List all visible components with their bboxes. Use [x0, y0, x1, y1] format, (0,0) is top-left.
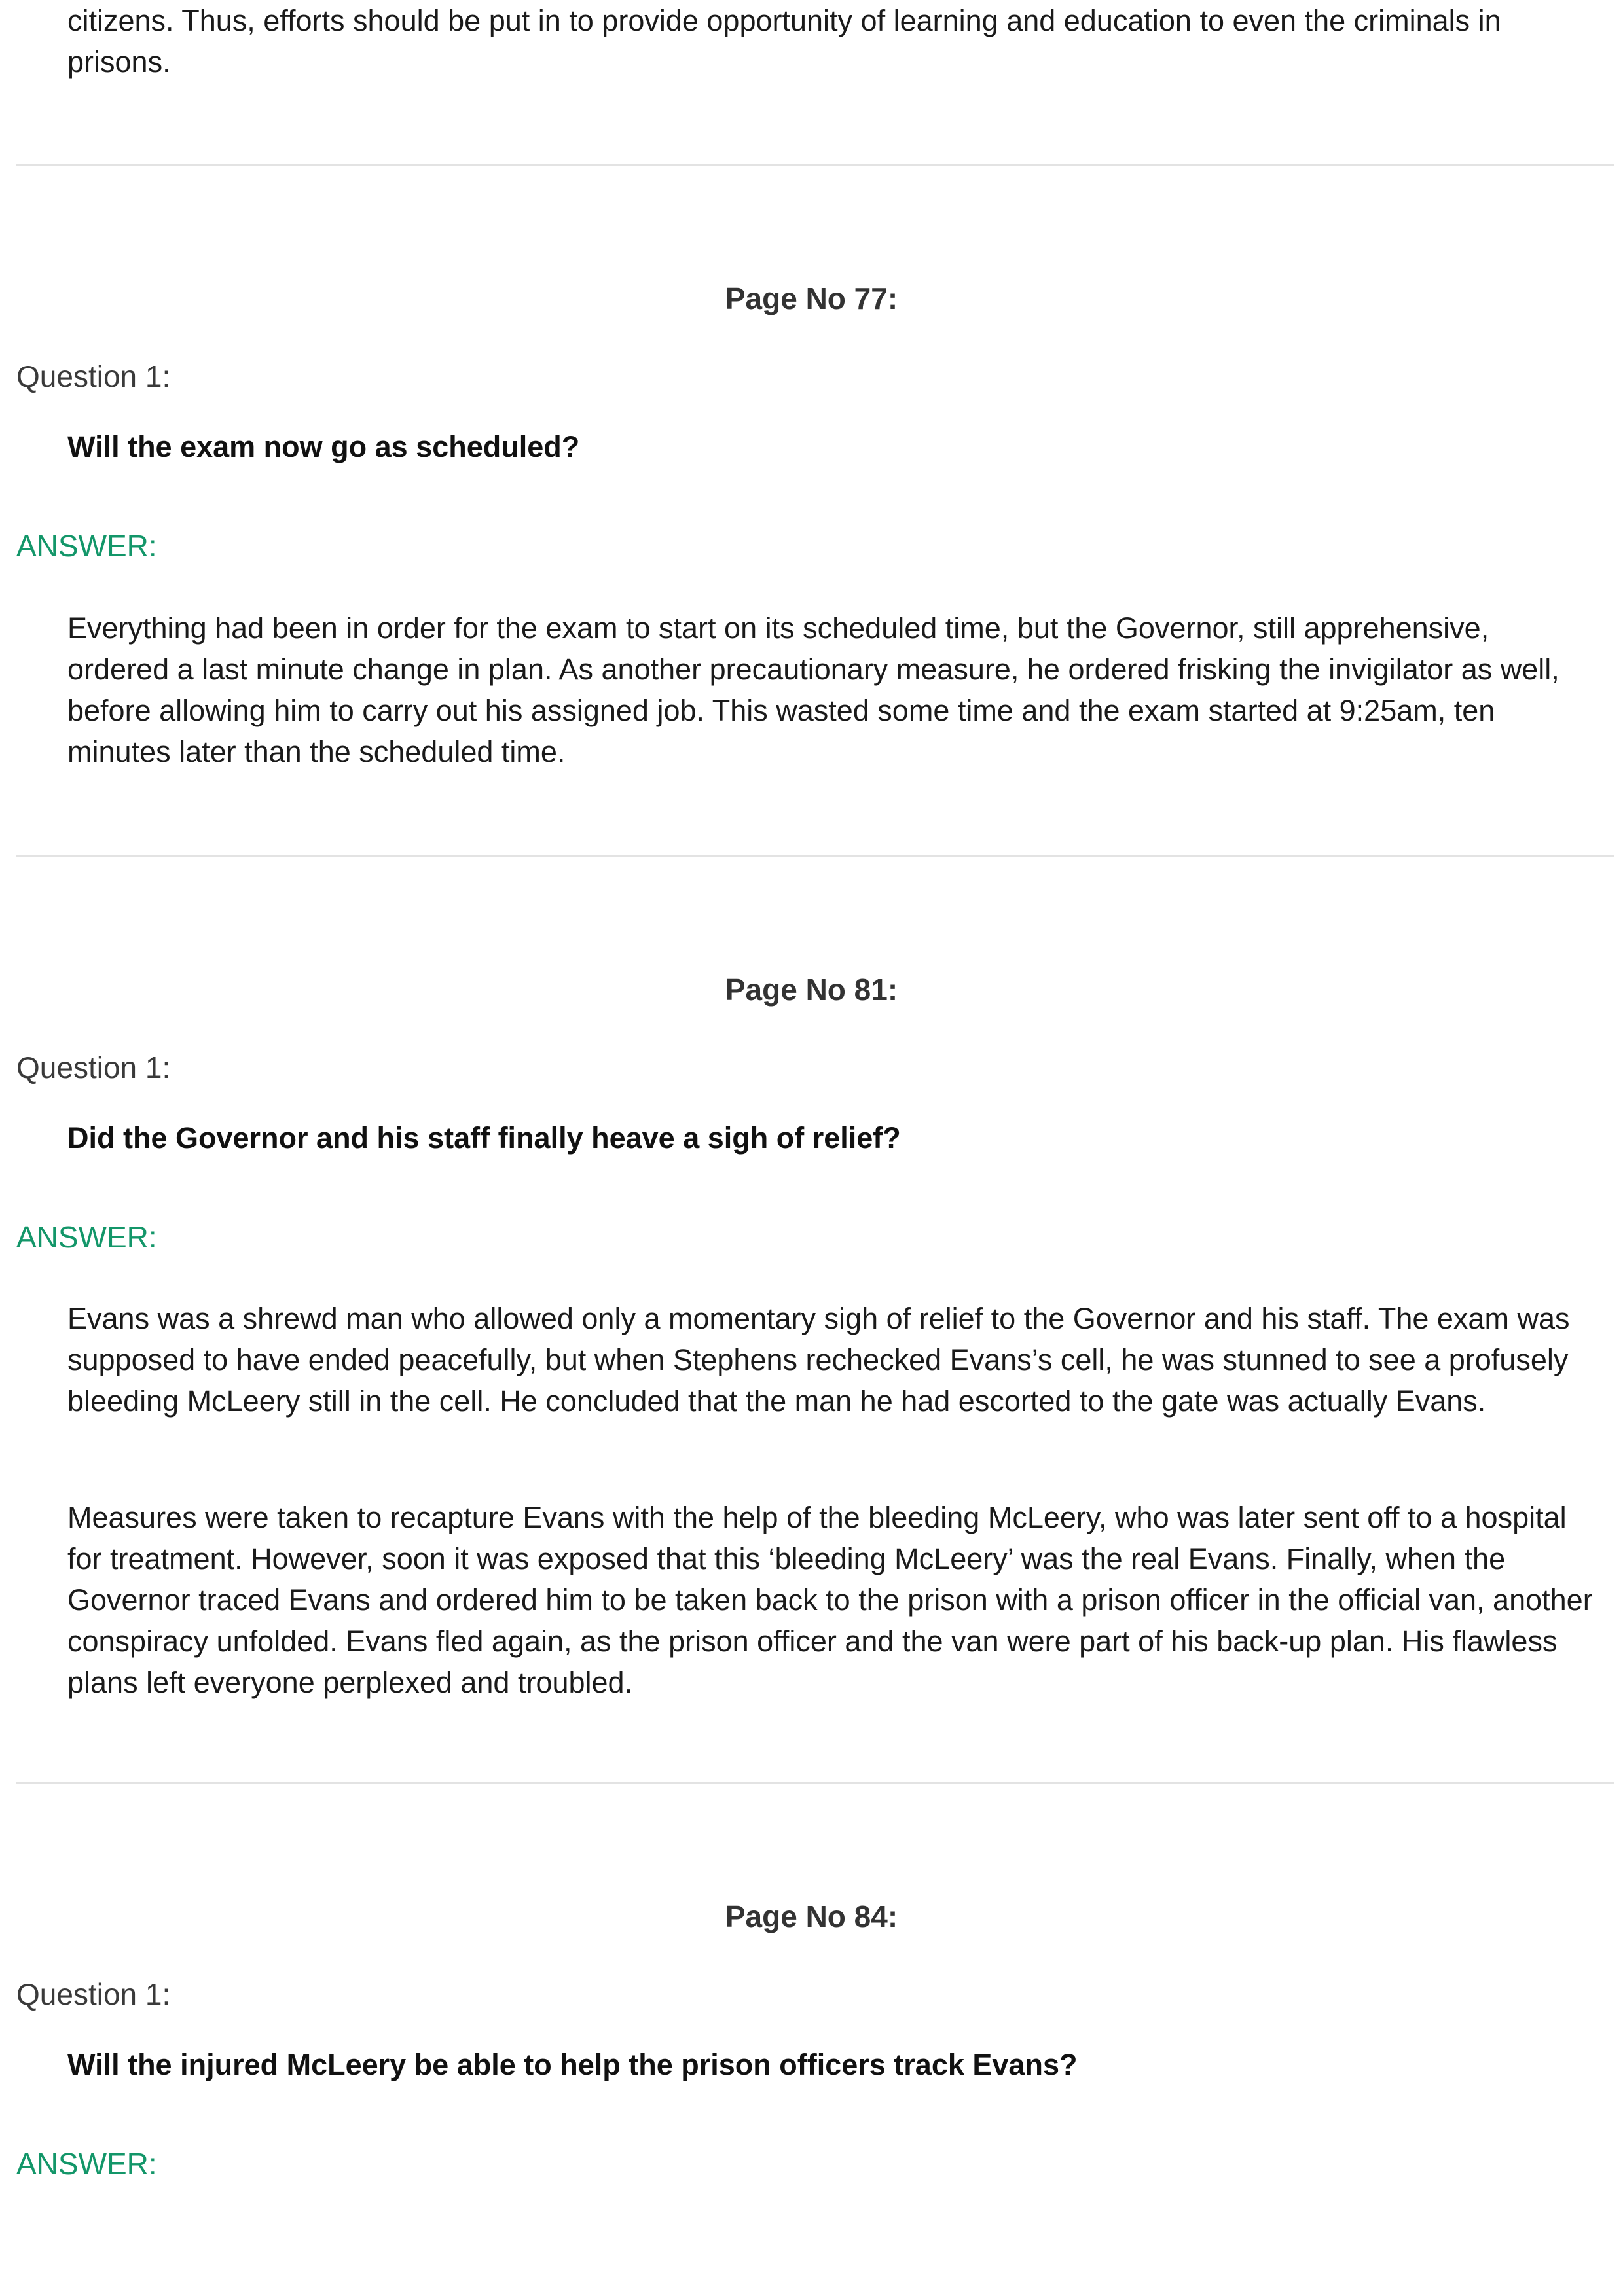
- question-text: Will the injured McLeery be able to help the prison officers track Evans?: [67, 2048, 1078, 2081]
- answer-label: ANSWER:: [16, 2147, 157, 2181]
- answer-label: ANSWER:: [16, 1220, 157, 1254]
- section-divider: [16, 855, 1614, 857]
- question-label: Question 1:: [16, 1977, 171, 2011]
- page-heading: Page No 77:: [725, 281, 898, 315]
- question-label: Question 1:: [16, 1050, 171, 1085]
- answer-paragraph: Measures were taken to recapture Evans with the help of the bleeding McLeery, who was later sent off to a hospital for treatment. However, soon it was exposed that this ‘bleeding McLeery’ was the real Evans. Finally, when the Governor traced Evans and ordered him to be taken back to the prison with a prison officer in the official van, another conspiracy unfolded. Evans fled again, as the prison officer and the van were part of his back-up plan. His flawless plans left everyone perplexed and troubled.: [67, 1501, 1593, 1699]
- section-divider: [16, 164, 1614, 166]
- page-heading: Page No 84:: [725, 1899, 898, 1933]
- intro-paragraph: citizens. Thus, efforts should be put in to provide opportunity of learning and education to even the criminals in prisons.: [67, 4, 1501, 79]
- page-heading: Page No 81:: [725, 973, 898, 1007]
- section-divider: [16, 1782, 1614, 1784]
- question-text: Will the exam now go as scheduled?: [67, 430, 580, 463]
- answer-label: ANSWER:: [16, 529, 157, 563]
- question-text: Did the Governor and his staff finally heave a sigh of relief?: [67, 1121, 901, 1155]
- question-label: Question 1:: [16, 359, 171, 393]
- answer-paragraph: Evans was a shrewd man who allowed only a momentary sigh of relief to the Governor and his staff. The exam was supposed to have ended peacefully, but when Stephens rechecked Evans’s cell, he was stunned to see a profusely bleeding McLeery still in the cell. He concluded that the man he had escorted to the gate was actually Evans.: [67, 1302, 1570, 1418]
- answer-paragraph: Everything had been in order for the exam to start on its scheduled time, but the Governor, still apprehensive, ordered a last minute change in plan. As another precautionary measure, he ordered frisking the invigilator as well, before allowing him to carry out his assigned job. This wasted some time and the exam started at 9:25am, ten minutes later than the scheduled time.: [67, 611, 1559, 768]
